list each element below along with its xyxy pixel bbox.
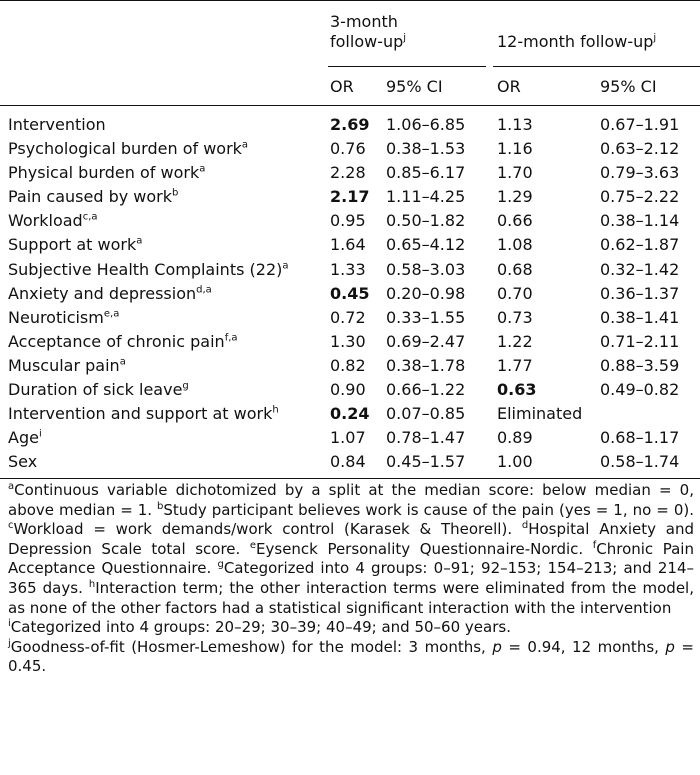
ci-12month: 0.62–1.87 — [600, 235, 680, 255]
ci-12month: 0.68–1.17 — [600, 428, 680, 448]
or-3month: 2.17 — [330, 187, 370, 207]
or-12month: 1.13 — [497, 115, 533, 134]
footnote-marker: g — [217, 559, 224, 571]
or-12month: 1.29 — [497, 187, 533, 207]
footnotes — [8, 481, 694, 677]
footnote-marker: h — [88, 578, 96, 590]
or-12month: 1.22 — [497, 331, 533, 351]
or-12month: 1.16 — [497, 139, 533, 159]
ci-3month: 0.07–0.85 — [386, 404, 466, 424]
or-12month: 0.70 — [497, 283, 533, 303]
ci-12month: 0.63–2.12 — [600, 139, 680, 159]
or-3month: 1.30 — [330, 331, 366, 351]
row-label: Neuroticism$^{e,a}$ — [8, 307, 120, 327]
or-3month: 2.28 — [330, 163, 366, 183]
row-label: Psychological burden of work$^a$ — [8, 139, 249, 159]
ci-12month: 0.38–1.41 — [600, 307, 680, 327]
or-3month: 1.07 — [330, 428, 366, 448]
ci-3month: 1.06–6.85 — [386, 115, 466, 134]
footnote-text: Interaction term; the other interaction terms were eliminated from the model, as none of the other factors had a statistical significant interaction with the intervention — [8, 578, 694, 617]
header-12month: 12-month follow-$up^j$ — [497, 32, 657, 51]
or-3month: 0.84 — [330, 452, 366, 472]
or-12month: 1.08 — [497, 235, 533, 255]
table-row — [0, 426, 700, 450]
row-label: Intervention and support at work$^h$ — [8, 404, 279, 424]
table-row — [0, 113, 700, 137]
header-3month — [330, 12, 406, 52]
ci-12month — [600, 402, 700, 426]
footnote-marker: a — [8, 481, 15, 492]
ci-3month: 0.85–6.17 — [386, 163, 466, 183]
footnote-text: Categorized into 4 groups: 0–91; 92–153; 154–213; and 214–365 days. — [8, 559, 695, 597]
row-label: Duration of sick leave$^g$ — [8, 380, 189, 400]
or-3month: 1.33 — [330, 259, 366, 279]
footnote-marker: d — [521, 520, 529, 532]
footnote-marker: b — [157, 500, 164, 512]
footnote-text: Study participant believes work is cause of the pain (yes = 1, no = 0). — [163, 500, 694, 519]
footnote-i: $^i$Categorized into 4 groups: 20–29; 30–39; 40–49; and 50–60 years. — [8, 618, 511, 637]
ci-3month: 0.20–0.98 — [386, 283, 466, 303]
ci-12month: 0.58–1.74 — [600, 452, 680, 472]
ci-3month: 0.69–2.47 — [386, 331, 466, 351]
col-ci-12month: 95% CI — [600, 77, 657, 96]
table-row — [0, 330, 700, 354]
ci-12month: 0.75–2.22 — [600, 187, 680, 207]
table-top-rule — [0, 0, 700, 1]
ci-3month: 0.38–1.53 — [386, 139, 466, 159]
row-label: Intervention — [8, 115, 106, 134]
header-3month-line2: follow-$up^j$ — [330, 32, 407, 51]
ci-12month: 0.88–3.59 — [600, 355, 680, 375]
or-12month: 1.70 — [497, 163, 533, 183]
ci-3month: 0.78–1.47 — [386, 428, 466, 448]
or-12month: 0.89 — [497, 428, 533, 448]
or-3month: 0.82 — [330, 355, 366, 375]
table-row — [0, 378, 700, 402]
or-3month: 0.76 — [330, 139, 366, 159]
or-3month: 0.95 — [330, 211, 366, 231]
row-label: Workload$^{c,a}$ — [8, 211, 98, 231]
ci-3month: 0.33–1.55 — [386, 307, 466, 327]
ci-3month: 1.11–4.25 — [386, 187, 466, 207]
row-label: Acceptance of chronic pain$^{f,a}$ — [8, 331, 238, 351]
ci-3month: 0.65–4.12 — [386, 235, 466, 255]
table-row — [0, 354, 700, 378]
table-row — [0, 233, 700, 257]
or-12month: 1.77 — [497, 355, 533, 375]
table-row — [0, 282, 700, 306]
row-label: Anxiety and depression$^{d,a}$ — [8, 283, 212, 303]
table-row — [0, 306, 700, 330]
or-3month: 0.24 — [330, 404, 370, 424]
or-3month: 0.72 — [330, 307, 366, 327]
col-or-12month: OR — [497, 77, 521, 96]
footnote-text: Hospital Anxiety and Depression Scale total score. — [8, 520, 694, 558]
row-label: Age$^i$ — [8, 428, 42, 448]
or-3month: 1.64 — [330, 235, 366, 255]
footnote-marker: f — [592, 539, 597, 551]
row-label: Subjective Health Complaints $(22)^a$ — [8, 259, 289, 279]
or-3month: 0.90 — [330, 380, 366, 400]
ci-3month: 0.38–1.78 — [386, 355, 466, 375]
ci-12month: 0.49–0.82 — [600, 380, 680, 400]
footnote-text: Continuous variable dichotomized by a split at the median score: below median = 0, above median = 1. — [8, 481, 694, 519]
or-12month: Eliminated — [497, 404, 583, 424]
or-12month: 0.63 — [497, 380, 537, 400]
ci-3month: 0.45–1.57 — [386, 452, 466, 472]
or-12month: 0.73 — [497, 307, 533, 327]
table-row — [0, 402, 700, 426]
table-row — [0, 450, 700, 474]
table-row — [0, 209, 700, 233]
ci-12month: 0.32–1.42 — [600, 259, 680, 279]
or-12month: 0.68 — [497, 259, 533, 279]
ci-3month: 0.66–1.22 — [386, 380, 466, 400]
ci-12month: 0.36–1.37 — [600, 283, 680, 303]
table-row — [0, 258, 700, 282]
footnote-paragraph — [8, 481, 694, 618]
footnote-text: Chronic Pain Acceptance Questionnaire. — [8, 539, 694, 578]
row-label: Physical burden of work$^a$ — [8, 163, 206, 183]
header-3month-line1: 3-month — [330, 12, 398, 31]
table-bottom-rule — [0, 478, 700, 479]
header-group2-rule — [493, 66, 700, 67]
col-ci-3month: 95% CI — [386, 77, 443, 96]
table-row — [0, 185, 700, 209]
table-row — [0, 137, 700, 161]
ci-12month: 0.79–3.63 — [600, 163, 680, 183]
col-or-3month: OR — [330, 77, 354, 96]
table-row — [0, 161, 700, 185]
table-body — [0, 113, 700, 474]
ci-12month: 0.67–1.91 — [600, 115, 680, 134]
header-group1-rule — [328, 66, 486, 67]
ci-3month: 0.58–3.03 — [386, 259, 466, 279]
or-3month: 0.45 — [330, 283, 370, 303]
row-label: Pain caused by work$^b$ — [8, 187, 179, 207]
row-label: Muscular pain$^a$ — [8, 355, 126, 375]
row-label: Sex — [8, 452, 38, 472]
footnote-text: Eysenck Personality Questionnaire-Nordic. — [256, 539, 593, 558]
footnote-text: Workload = work demands/work control (Karasek & Theorell). — [13, 520, 522, 539]
ci-3month: 0.50–1.82 — [386, 211, 466, 231]
or-12month: 0.66 — [497, 211, 533, 231]
or-12month: 1.00 — [497, 452, 533, 472]
or-3month: 2.69 — [330, 115, 370, 134]
row-label: Support at work$^a$ — [8, 235, 143, 255]
ci-12month: 0.71–2.11 — [600, 331, 680, 351]
ci-12month: 0.38–1.14 — [600, 211, 680, 231]
footnote-marker: c — [8, 520, 14, 532]
footnote-j: $^j$Goodness-of-fit (Hosmer-Lemeshow) for the model: 3 months, p = 0.94, 12 months, p = 0.45. — [8, 637, 694, 676]
header-bottom-rule — [0, 105, 700, 106]
results-table — [0, 113, 700, 474]
footnote-marker: e — [249, 539, 257, 551]
